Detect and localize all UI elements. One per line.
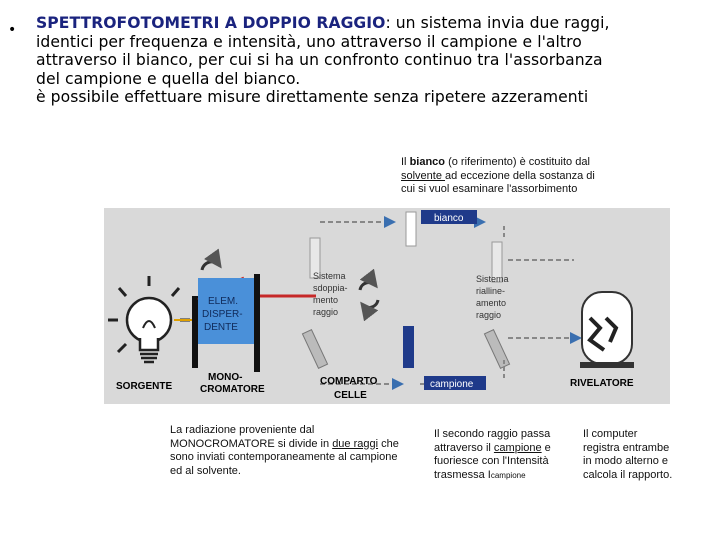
main-line5: è possibile effettuare misure direttamente senza ripetere azzeramenti [36, 88, 589, 106]
label-sdopp-1: Sistema [313, 271, 346, 281]
note-mono-l4: ed al solvente. [170, 464, 241, 477]
note-mono-l1: La radiazione proveniente dal [170, 424, 315, 436]
main-paragraph [36, 14, 716, 107]
label-elem-3: DENTE [204, 322, 238, 333]
note-campione [434, 428, 572, 482]
label-riall-4: raggio [476, 310, 502, 320]
label-sdopp-2: sdoppia- [313, 283, 348, 293]
note-pc-l2: registra entrambe [583, 441, 670, 454]
main-line2: identici per frequenza e intensità, uno attraverso il campione e l'altro [36, 32, 582, 51]
bianco-note [401, 156, 631, 197]
main-line3: attraverso il bianco, per cui si ha un confronto continuo tra l'assorbanza [36, 51, 603, 69]
exit-slit [254, 274, 260, 372]
main-line1: : un sistema invia due raggi, [385, 14, 610, 32]
label-campione: campione [430, 379, 474, 390]
note-computer [583, 428, 703, 482]
label-riall-3: amento [476, 298, 507, 308]
main-title: SPETTROFOTOMETRI A DOPPIO RAGGIO [36, 14, 386, 32]
note-mono-l2b: che [378, 437, 399, 450]
label-sdopp-4: raggio [313, 307, 339, 317]
bianco-note-bold: bianco [409, 156, 446, 168]
sample-cuvette [403, 326, 414, 368]
note-camp-l2a: attraverso il [434, 441, 494, 454]
note-monocromatore [170, 424, 425, 478]
note-camp-l2b: e [541, 441, 551, 454]
entrance-slit [192, 296, 198, 368]
label-mono-1: MONO- [208, 372, 243, 383]
label-bianco: bianco [434, 213, 464, 224]
bullet-point: • [8, 22, 17, 38]
bianco-note-underlined: solvente [401, 169, 446, 182]
note-pc-l1: Il computer [583, 428, 638, 440]
label-riall-1: Sistema [476, 274, 509, 284]
label-comparto-2: CELLE [334, 390, 367, 401]
note-camp-l3: fuoriesce con l'Intensità [434, 455, 549, 467]
bianco-note-line3: cui si vuol esaminare l'assorbimento [401, 183, 578, 195]
label-sdopp-3: mento [313, 295, 339, 305]
bianco-note-rest2: ad eccezione della sostanza di [445, 169, 595, 182]
label-rivelatore: RIVELATORE [570, 378, 634, 389]
note-camp-l2u: campione [493, 441, 542, 454]
bianco-note-rest1: (o riferimento) è costituito dal [445, 156, 590, 168]
note-pc-l4: calcola il rapporto. [583, 468, 673, 481]
main-line4: del campione e quella del bianco. [36, 69, 301, 88]
label-comparto-1: COMPARTO [320, 376, 378, 387]
label-sorgente: SORGENTE [116, 381, 173, 392]
label-elem-1: ELEM. [208, 296, 239, 307]
note-mono-l2u: due raggi [332, 437, 379, 450]
label-riall-2: rialline- [476, 286, 506, 296]
note-camp-l4: trasmessa I [434, 468, 491, 481]
label-elem-2: DISPER- [202, 309, 243, 320]
bianco-note-prefix: Il [401, 156, 410, 168]
detector-icon [580, 292, 634, 368]
note-pc-l3: in modo alterno e [583, 455, 668, 467]
note-camp-sub: campione [490, 470, 526, 480]
note-mono-l3: sono inviati contemporaneamente al campione [170, 451, 398, 463]
spectrophotometer-diagram [104, 208, 674, 408]
label-mono-2: CROMATORE [200, 384, 265, 395]
note-camp-l1: Il secondo raggio passa [434, 428, 551, 440]
blank-cuvette [406, 212, 416, 246]
note-mono-l2a: MONOCROMATORE si divide in [170, 437, 333, 450]
